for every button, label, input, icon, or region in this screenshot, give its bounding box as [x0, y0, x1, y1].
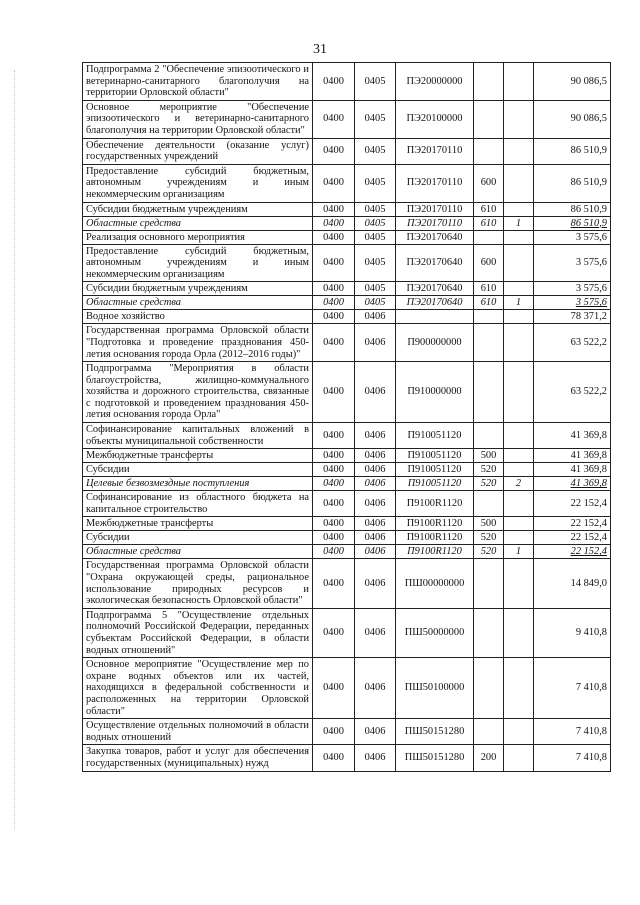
amount-cell: 86 510,9 [534, 216, 611, 230]
section-code-cell: 0400 [313, 559, 355, 608]
expense-type-code-cell [474, 719, 504, 745]
funding-source-code-cell [504, 282, 534, 296]
table-row [83, 719, 611, 745]
expense-type-code-cell [474, 658, 504, 719]
funding-source-code-cell [504, 138, 534, 164]
expense-type-code-cell [474, 362, 504, 423]
row-name-cell: Осуществление отдельных полномочий в области водных отношений [83, 719, 313, 745]
target-article-code-cell: П910051120 [396, 477, 474, 491]
funding-source-code-cell: 1 [504, 296, 534, 310]
funding-source-code-cell [504, 100, 534, 138]
expense-type-code-cell: 610 [474, 282, 504, 296]
target-article-code-cell: П9100R1120 [396, 517, 474, 531]
amount-cell: 3 575,6 [534, 282, 611, 296]
amount-cell: 3 575,6 [534, 244, 611, 282]
row-name-cell: Государственная программа Орловской области "Охрана окружающей среды, рациональное использование природных ресурсов и экологическая безопасность Орловской области" [83, 559, 313, 608]
row-name-cell: Подпрограмма 2 "Обеспечение эпизоотического и ветеринарно-санитарного благополучия на территории Орловской области" [83, 63, 313, 101]
section-code-cell: 0400 [313, 296, 355, 310]
subsection-code-cell: 0405 [355, 216, 396, 230]
section-code-cell: 0400 [313, 449, 355, 463]
subsection-code-cell: 0406 [355, 517, 396, 531]
expense-type-code-cell: 200 [474, 745, 504, 771]
row-name-cell: Закупка товаров, работ и услуг для обеспечения государственных (муниципальных) нужд [83, 745, 313, 771]
expense-type-code-cell: 520 [474, 477, 504, 491]
table-row [83, 310, 611, 324]
row-name-cell: Основное мероприятие "Осуществление мер по охране водных объектов или их частей, находящихся в федеральной собственности и расположенных на территории Орловской области" [83, 658, 313, 719]
row-name-cell: Субсидии бюджетным учреждениям [83, 282, 313, 296]
amount-cell: 7 410,8 [534, 719, 611, 745]
row-name-cell: Областные средства [83, 296, 313, 310]
target-article-code-cell: ПЭ20170110 [396, 164, 474, 202]
subsection-code-cell: 0406 [355, 324, 396, 362]
row-name-cell: Субсидии [83, 531, 313, 545]
section-code-cell: 0400 [313, 531, 355, 545]
row-name-cell: Субсидии бюджетным учреждениям [83, 202, 313, 216]
subsection-code-cell: 0405 [355, 296, 396, 310]
amount-cell: 41 369,8 [534, 449, 611, 463]
target-article-code-cell: ПЭ20170640 [396, 282, 474, 296]
table-row [83, 216, 611, 230]
table-row [83, 138, 611, 164]
amount-cell: 86 510,9 [534, 164, 611, 202]
subsection-code-cell: 0405 [355, 282, 396, 296]
target-article-code-cell: ПШ50151280 [396, 745, 474, 771]
target-article-code-cell: ПЭ20170110 [396, 202, 474, 216]
row-name-cell: Государственная программа Орловской области "Подготовка и проведение празднования 450-летия основания города Орла (2012–2016 годы)" [83, 324, 313, 362]
expense-type-code-cell: 520 [474, 463, 504, 477]
funding-source-code-cell [504, 531, 534, 545]
amount-cell: 9 410,8 [534, 608, 611, 657]
amount-cell: 14 849,0 [534, 559, 611, 608]
expense-type-code-cell: 500 [474, 517, 504, 531]
funding-source-code-cell [504, 449, 534, 463]
table-row [83, 491, 611, 517]
row-name-cell: Субсидии [83, 463, 313, 477]
amount-cell: 78 371,2 [534, 310, 611, 324]
row-name-cell: Целевые безвозмездные поступления [83, 477, 313, 491]
funding-source-code-cell [504, 324, 534, 362]
subsection-code-cell: 0405 [355, 202, 396, 216]
row-name-cell: Подпрограмма 5 "Осуществление отдельных полномочий Российской Федерации, переданных субъектам Российской Федерации, в области водных отношений" [83, 608, 313, 657]
subsection-code-cell: 0406 [355, 491, 396, 517]
row-name-cell: Водное хозяйство [83, 310, 313, 324]
subsection-code-cell: 0406 [355, 449, 396, 463]
funding-source-code-cell [504, 423, 534, 449]
target-article-code-cell: ПЭ20100000 [396, 100, 474, 138]
row-name-cell: Софинансирование из областного бюджета на капитальное строительство [83, 491, 313, 517]
subsection-code-cell: 0406 [355, 559, 396, 608]
row-name-cell: Подпрограмма "Мероприятия в области благоустройства, жилищно-коммунального хозяйства и дорожного строительства, связанные с подготовкой и проведением празднования 450-летия основания города Орла" [83, 362, 313, 423]
target-article-code-cell: П910000000 [396, 362, 474, 423]
funding-source-code-cell [504, 63, 534, 101]
target-article-code-cell: П910051120 [396, 463, 474, 477]
target-article-code-cell: ПЭ20170110 [396, 138, 474, 164]
amount-cell: 3 575,6 [534, 296, 611, 310]
funding-source-code-cell [504, 164, 534, 202]
target-article-code-cell: ПШ00000000 [396, 559, 474, 608]
amount-cell: 22 152,4 [534, 491, 611, 517]
section-code-cell: 0400 [313, 423, 355, 449]
expense-type-code-cell: 600 [474, 164, 504, 202]
expense-type-code-cell [474, 230, 504, 244]
expense-type-code-cell: 600 [474, 244, 504, 282]
expense-type-code-cell [474, 324, 504, 362]
amount-cell: 7 410,8 [534, 745, 611, 771]
expense-type-code-cell [474, 559, 504, 608]
table-row [83, 100, 611, 138]
funding-source-code-cell [504, 202, 534, 216]
subsection-code-cell: 0406 [355, 608, 396, 657]
funding-source-code-cell [504, 658, 534, 719]
budget-table [82, 62, 611, 772]
subsection-code-cell: 0406 [355, 423, 396, 449]
target-article-code-cell: П9100R1120 [396, 491, 474, 517]
section-code-cell: 0400 [313, 310, 355, 324]
subsection-code-cell: 0405 [355, 244, 396, 282]
section-code-cell: 0400 [313, 745, 355, 771]
amount-cell: 63 522,2 [534, 362, 611, 423]
row-name-cell: Областные средства [83, 545, 313, 559]
row-name-cell: Предоставление субсидий бюджетным, автономным учреждениям и иным некоммерческим организациям [83, 164, 313, 202]
amount-cell: 90 086,5 [534, 63, 611, 101]
section-code-cell: 0400 [313, 545, 355, 559]
page-number: 31 [313, 42, 327, 57]
amount-cell: 41 369,8 [534, 463, 611, 477]
section-code-cell: 0400 [313, 608, 355, 657]
table-row [83, 531, 611, 545]
subsection-code-cell: 0406 [355, 531, 396, 545]
funding-source-code-cell [504, 244, 534, 282]
section-code-cell: 0400 [313, 658, 355, 719]
amount-cell: 22 152,4 [534, 545, 611, 559]
amount-cell: 7 410,8 [534, 658, 611, 719]
section-code-cell: 0400 [313, 230, 355, 244]
funding-source-code-cell [504, 517, 534, 531]
section-code-cell: 0400 [313, 477, 355, 491]
budget-table-body [83, 63, 611, 772]
subsection-code-cell: 0406 [355, 463, 396, 477]
target-article-code-cell: П910051120 [396, 449, 474, 463]
section-code-cell: 0400 [313, 362, 355, 423]
target-article-code-cell: ПЭ20170640 [396, 244, 474, 282]
table-row [83, 463, 611, 477]
expense-type-code-cell [474, 310, 504, 324]
target-article-code-cell: ПШ50100000 [396, 658, 474, 719]
funding-source-code-cell [504, 463, 534, 477]
expense-type-code-cell: 500 [474, 449, 504, 463]
funding-source-code-cell [504, 745, 534, 771]
funding-source-code-cell [504, 310, 534, 324]
table-row [83, 658, 611, 719]
expense-type-code-cell: 610 [474, 202, 504, 216]
section-code-cell: 0400 [313, 517, 355, 531]
row-name-cell: Реализация основного мероприятия [83, 230, 313, 244]
expense-type-code-cell: 520 [474, 545, 504, 559]
section-code-cell: 0400 [313, 491, 355, 517]
funding-source-code-cell: 1 [504, 216, 534, 230]
row-name-cell: Межбюджетные трансферты [83, 517, 313, 531]
table-row [83, 449, 611, 463]
amount-cell: 41 369,8 [534, 423, 611, 449]
table-row [83, 230, 611, 244]
subsection-code-cell: 0406 [355, 658, 396, 719]
target-article-code-cell: П910051120 [396, 423, 474, 449]
target-article-code-cell: ПШ50151280 [396, 719, 474, 745]
expense-type-code-cell [474, 491, 504, 517]
target-article-code-cell: ПЭ20170640 [396, 296, 474, 310]
target-article-code-cell [396, 310, 474, 324]
funding-source-code-cell [504, 230, 534, 244]
amount-cell: 22 152,4 [534, 531, 611, 545]
subsection-code-cell: 0406 [355, 362, 396, 423]
amount-cell: 86 510,9 [534, 138, 611, 164]
amount-cell: 22 152,4 [534, 517, 611, 531]
subsection-code-cell: 0405 [355, 100, 396, 138]
funding-source-code-cell: 2 [504, 477, 534, 491]
target-article-code-cell: П9100R1120 [396, 531, 474, 545]
subsection-code-cell: 0406 [355, 719, 396, 745]
table-row [83, 559, 611, 608]
table-row [83, 545, 611, 559]
section-code-cell: 0400 [313, 216, 355, 230]
table-row [83, 324, 611, 362]
section-code-cell: 0400 [313, 463, 355, 477]
amount-cell: 3 575,6 [534, 230, 611, 244]
target-article-code-cell: П9100R1120 [396, 545, 474, 559]
row-name-cell: Основное мероприятие "Обеспечение эпизоотического и ветеринарно-санитарного благополучия на территории Орловской области" [83, 100, 313, 138]
subsection-code-cell: 0406 [355, 310, 396, 324]
subsection-code-cell: 0406 [355, 745, 396, 771]
expense-type-code-cell [474, 423, 504, 449]
amount-cell: 41 369,8 [534, 477, 611, 491]
section-code-cell: 0400 [313, 63, 355, 101]
section-code-cell: 0400 [313, 282, 355, 296]
funding-source-code-cell [504, 608, 534, 657]
target-article-code-cell: П900000000 [396, 324, 474, 362]
funding-source-code-cell: 1 [504, 545, 534, 559]
row-name-cell: Предоставление субсидий бюджетным, автономным учреждениям и иным некоммерческим организациям [83, 244, 313, 282]
funding-source-code-cell [504, 719, 534, 745]
table-row [83, 282, 611, 296]
amount-cell: 63 522,2 [534, 324, 611, 362]
section-code-cell: 0400 [313, 138, 355, 164]
subsection-code-cell: 0405 [355, 138, 396, 164]
table-row [83, 202, 611, 216]
table-row [83, 63, 611, 101]
section-code-cell: 0400 [313, 244, 355, 282]
row-name-cell: Обеспечение деятельности (оказание услуг) государственных учреждений [83, 138, 313, 164]
table-row [83, 517, 611, 531]
funding-source-code-cell [504, 362, 534, 423]
section-code-cell: 0400 [313, 164, 355, 202]
target-article-code-cell: ПЭ20170110 [396, 216, 474, 230]
target-article-code-cell: ПЭ20000000 [396, 63, 474, 101]
section-code-cell: 0400 [313, 202, 355, 216]
funding-source-code-cell [504, 491, 534, 517]
section-code-cell: 0400 [313, 100, 355, 138]
amount-cell: 86 510,9 [534, 202, 611, 216]
expense-type-code-cell [474, 138, 504, 164]
table-row [83, 244, 611, 282]
section-code-cell: 0400 [313, 719, 355, 745]
binding-margin-line [14, 70, 15, 830]
table-row [83, 362, 611, 423]
expense-type-code-cell: 610 [474, 216, 504, 230]
subsection-code-cell: 0406 [355, 545, 396, 559]
row-name-cell: Областные средства [83, 216, 313, 230]
table-row [83, 296, 611, 310]
table-row [83, 608, 611, 657]
subsection-code-cell: 0406 [355, 477, 396, 491]
row-name-cell: Софинансирование капитальных вложений в объекты муниципальной собственности [83, 423, 313, 449]
subsection-code-cell: 0405 [355, 230, 396, 244]
subsection-code-cell: 0405 [355, 63, 396, 101]
table-row [83, 423, 611, 449]
table-row [83, 164, 611, 202]
table-row [83, 745, 611, 771]
expense-type-code-cell [474, 63, 504, 101]
funding-source-code-cell [504, 559, 534, 608]
expense-type-code-cell: 610 [474, 296, 504, 310]
expense-type-code-cell [474, 608, 504, 657]
subsection-code-cell: 0405 [355, 164, 396, 202]
section-code-cell: 0400 [313, 324, 355, 362]
table-row [83, 477, 611, 491]
target-article-code-cell: ПЭ20170640 [396, 230, 474, 244]
expense-type-code-cell: 520 [474, 531, 504, 545]
row-name-cell: Межбюджетные трансферты [83, 449, 313, 463]
target-article-code-cell: ПШ50000000 [396, 608, 474, 657]
amount-cell: 90 086,5 [534, 100, 611, 138]
expense-type-code-cell [474, 100, 504, 138]
